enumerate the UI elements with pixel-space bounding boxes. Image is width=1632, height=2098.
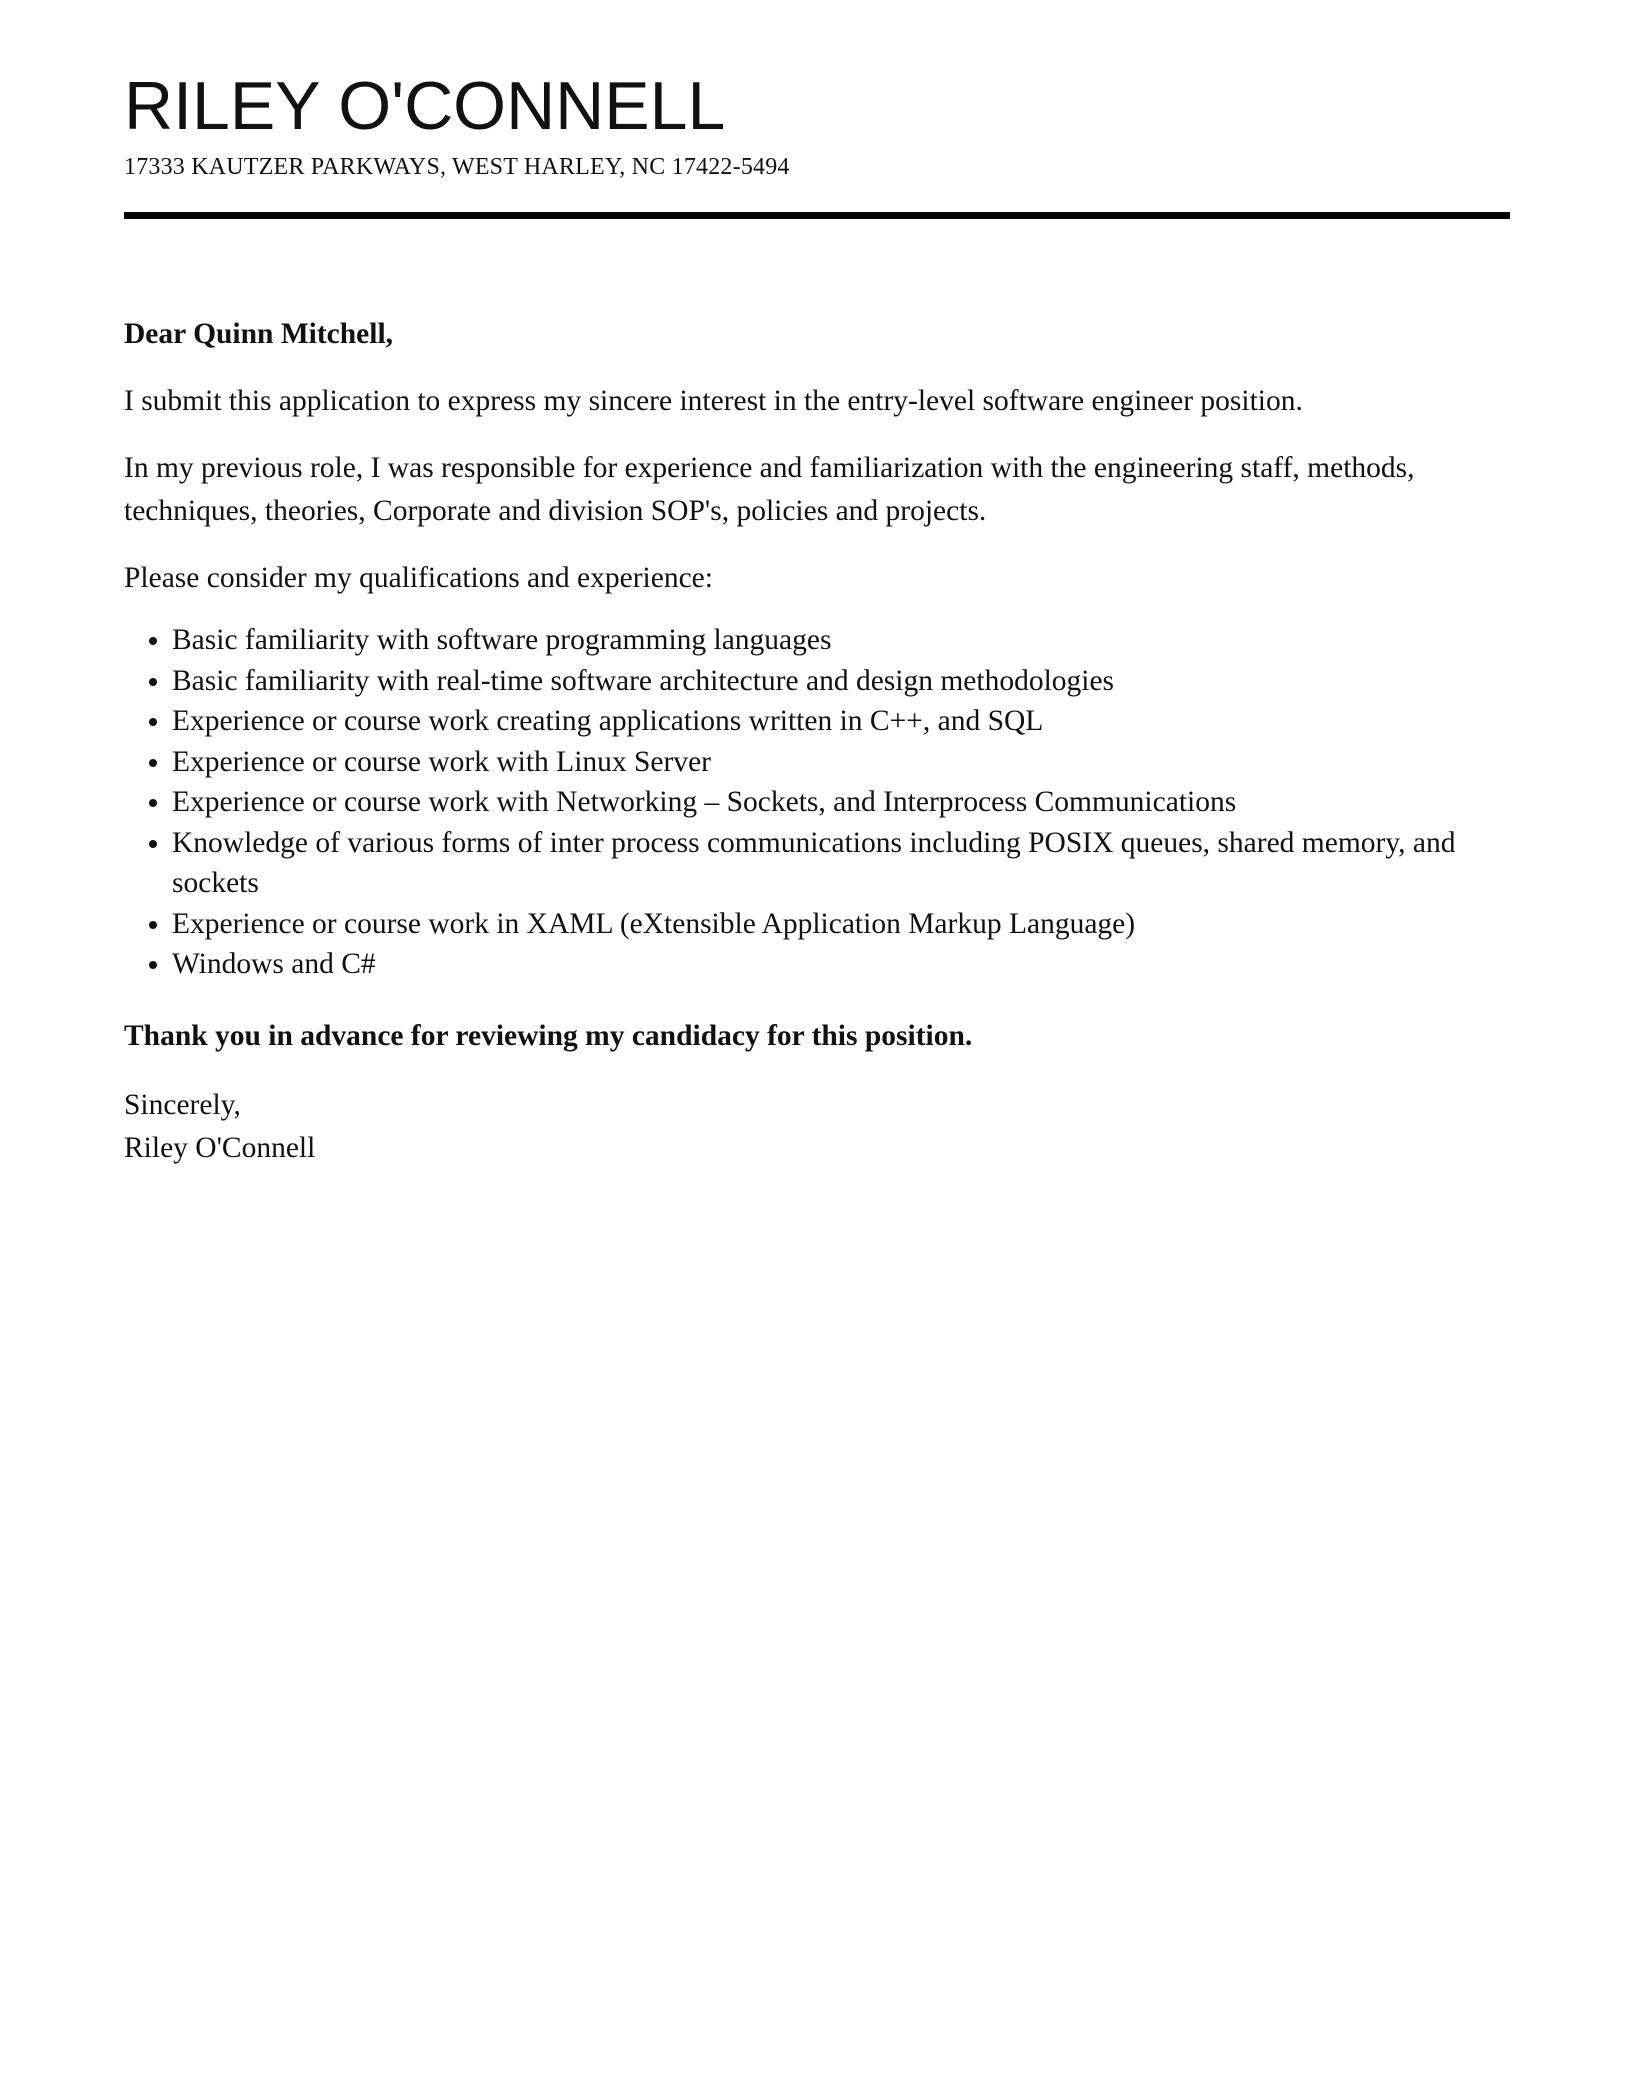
thank-you-line: Thank you in advance for reviewing my candidacy for this position. [124, 1019, 973, 1052]
list-item: • Knowledge of various forms of inter process communications including POSIX queues, shared memory, and sockets [172, 823, 1510, 904]
list-item: • Experience or course work creating applications written in C++, and SQL [172, 701, 1510, 742]
greeting: Dear Quinn Mitchell, [124, 318, 394, 350]
qualifications-lead: Please consider my qualifications and experience: [124, 562, 713, 594]
previous-role-paragraph: In my previous role, I was responsible for experience and familiarization with the engineering staff, methods, techniques, theories, Corporate and division SOP's, policies and projects. [124, 452, 1415, 527]
list-item: • Basic familiarity with real-time software architecture and design methodologies [172, 661, 1510, 702]
cover-letter-page [124, 0, 1510, 1170]
header-divider [124, 212, 1510, 219]
applicant-address: 17333 KAUTZER PARKWAYS, WEST HARLEY, NC 17422-5494 [124, 154, 790, 180]
list-item: • Basic familiarity with software programming languages [172, 620, 1510, 661]
qualifications-list [124, 620, 1510, 985]
list-item: • Windows and C# [172, 944, 1510, 985]
sign-off: Sincerely, [124, 1088, 241, 1121]
list-item: • Experience or course work with Linux Server [172, 742, 1510, 783]
list-item: • Experience or course work with Networking – Sockets, and Interprocess Communications [172, 782, 1510, 823]
list-item: • Experience or course work in XAML (eXtensible Application Markup Language) [172, 904, 1510, 945]
intro-paragraph: I submit this application to express my sincere interest in the entry-level software engineer position. [124, 385, 1303, 417]
sign-off-block [124, 1084, 1510, 1170]
applicant-name: RILEY O'CONNELL [124, 68, 726, 144]
letter-body [124, 313, 1510, 1170]
signature-name: Riley O'Connell [124, 1131, 316, 1164]
